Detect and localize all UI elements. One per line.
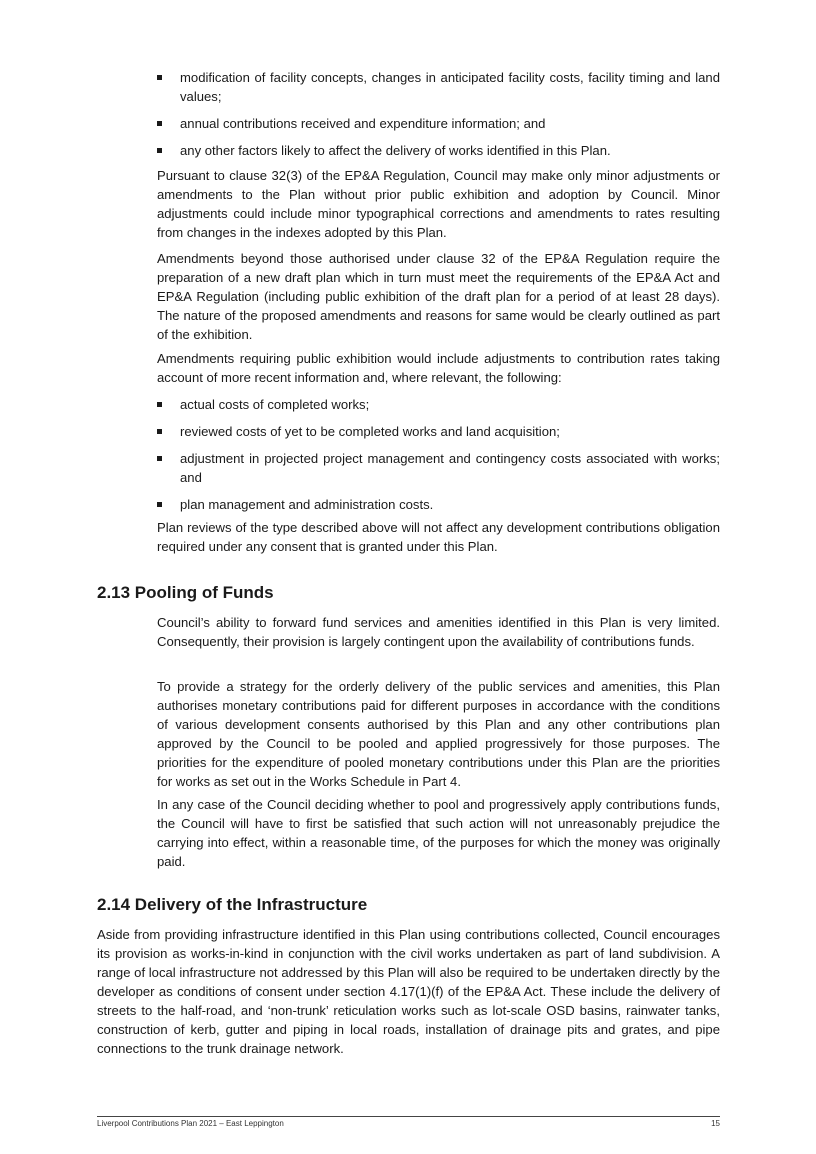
bullet-marker [157,402,162,407]
list-item: annual contributions received and expenditure information; and [157,114,720,133]
bullet-marker [157,148,162,153]
bullet-marker [157,75,162,80]
section-heading-pooling-of-funds: 2.13 Pooling of Funds [97,583,274,602]
paragraph-amendments: Amendments beyond those authorised under clause 32 of the EP&A Regulation require the preparation of a new draft plan which in turn must meet the requirements of the EP&A Act and EP&A Regulation (including public exhibition of the draft plan for a period of at least 28 days). The nature of the proposed amendments and reasons for same would be clearly outlined as part of the exhibition. [157,251,720,342]
bullet-list-adjustments [157,395,720,514]
bullet-marker [157,121,162,126]
footer-page-number: 15 [711,1119,720,1128]
list-item: modification of facility concepts, changes in anticipated facility costs, facility timing and land values; [157,68,720,106]
paragraph-public-exhibition: Amendments requiring public exhibition would include adjustments to contribution rates taking account of more recent information and, where relevant, the following: [157,351,720,385]
list-item: any other factors likely to affect the delivery of works identified in this Plan. [157,141,720,160]
section-heading-delivery-of-infrastructure: 2.14 Delivery of the Infrastructure [97,895,368,914]
footer-divider [97,1116,720,1117]
bullet-marker [157,456,162,461]
paragraph-delivery: Aside from providing infrastructure identified in this Plan using contributions collected, Council encourages its provision as works-in-kind in conjunction with the civil works undertaken as part of land subdivision. A range of local infrastructure not addressed by this Plan will also be required to be undertaken directly by the developer as conditions of consent under section 4.17(1)(f) of the EP&A Act. These include the delivery of streets to the half-road, and ‘non-trunk’ reticulation works such as lot-scale OSD basins, rainwater tanks, construction of kerb, gutter and piping in local roads, installation of drainage pits and grates, and pipe connections to the trunk drainage network. [97,927,720,1056]
paragraph-strategy: To provide a strategy for the orderly delivery of the public services and amenities, this Plan authorises monetary contributions paid for different purposes in accordance with the conditions of various development consents authorised by this Plan and any other contributions plan approved by the Council to be pooled and applied progressively for those purposes. The priorities for the expenditure of pooled monetary contributions under this Plan are the priorities for works as set out in the Works Schedule in Part 4. [157,679,720,789]
paragraph-plan-reviews: Plan reviews of the type described above will not affect any development contributions obligation required under any consent that is granted under this Plan. [157,520,720,554]
bullet-marker [157,502,162,507]
bullet-list-factors [157,68,720,160]
paragraph-minor-adjustments: Pursuant to clause 32(3) of the EP&A Regulation, Council may make only minor adjustments or amendments to the Plan without prior public exhibition and adoption by Council. Minor adjustments could include minor typographical corrections and amendments to rates resulting from changes in the indexes adopted by this Plan. [157,168,720,240]
list-item: actual costs of completed works; [157,395,720,414]
list-item: reviewed costs of yet to be completed works and land acquisition; [157,422,720,441]
paragraph-pool-decision: In any case of the Council deciding whether to pool and progressively apply contributions funds, the Council will have to first be satisfied that such action will not unreasonably prejudice the carrying into effect, within a reasonable time, of the purposes for which the money was originally paid. [157,797,720,869]
list-item: plan management and administration costs. [157,495,720,514]
footer-title: Liverpool Contributions Plan 2021 – East Leppington [97,1119,284,1128]
list-item: adjustment in projected project management and contingency costs associated with works; and [157,449,720,487]
paragraph-forward-fund: Council’s ability to forward fund services and amenities identified in this Plan is very limited. Consequently, their provision is largely contingent upon the availability of contributions funds. [157,615,720,649]
bullet-marker [157,429,162,434]
